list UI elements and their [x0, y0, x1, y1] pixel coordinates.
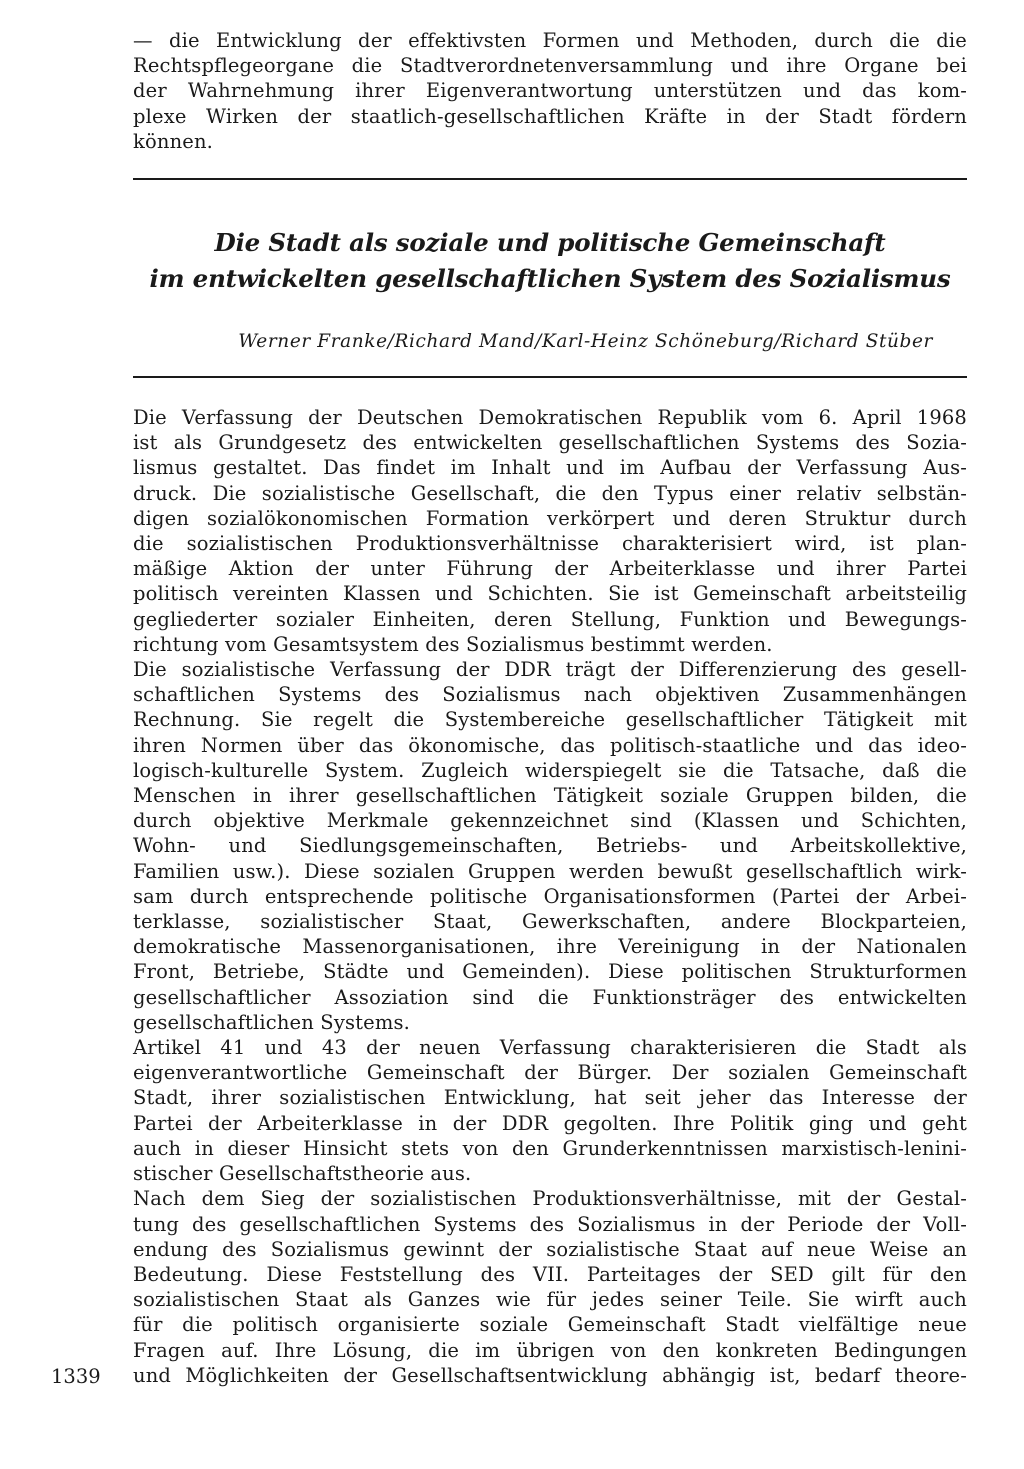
body-line: Rechnung. Sie regelt die Systembereiche gesellschaftlicher Tätigkeit mit: [133, 708, 967, 732]
intro-line: der Wahrnehmung ihrer Eigenverantwortung unterstützen und das kom-: [133, 79, 967, 103]
body-line: richtung vom Gesamtsystem des Sozialismus bestimmt werden.: [133, 632, 773, 656]
body-line: Die Verfassung der Deutschen Demokratischen Republik vom 6. April 1968: [133, 406, 967, 429]
body-line: für die politisch organisierte soziale Gemeinschaft Stadt vielfältige neue: [133, 1313, 967, 1337]
article-body: [133, 405, 967, 1388]
body-line: Bedeutung. Diese Feststellung des VII. Parteitages der SED gilt für den: [133, 1262, 967, 1286]
body-line: durch objektive Merkmale gekennzeichnet sind (Klassen und Schichten,: [133, 809, 967, 833]
intro-text-block: [133, 28, 967, 154]
intro-line: — die Entwicklung der effektivsten Formen und Methoden, durch die die: [133, 29, 967, 52]
body-line: druck. Die sozialistische Gesellschaft, die den Typus einer relativ selbstän-: [133, 481, 967, 505]
body-line: gesellschaftlichen Systems.: [133, 1010, 410, 1034]
body-line: Nach dem Sieg der sozialistischen Produktionsverhältnisse, mit der Gestal-: [133, 1187, 967, 1211]
body-line: demokratische Massenorganisationen, ihre Vereinigung in der Nationalen: [133, 935, 967, 959]
intro-line: plexe Wirken der staatlich-gesellschaftlichen Kräfte in der Stadt fördern: [133, 104, 967, 128]
body-line: lismus gestaltet. Das findet im Inhalt und im Aufbau der Verfassung Aus-: [133, 456, 967, 480]
body-line: Artikel 41 und 43 der neuen Verfassung charakterisieren die Stadt als: [133, 1036, 967, 1060]
body-line: endung des Sozialismus gewinnt der sozialistische Staat auf neue Weise an: [133, 1237, 967, 1261]
body-line: Front, Betriebe, Städte und Gemeinden). Diese politischen Strukturformen: [133, 960, 967, 984]
body-line: ihren Normen über das ökonomische, das politisch-staatliche und das ideo-: [133, 733, 967, 757]
article-authors: Werner Franke/Richard Mand/Karl-Heinz Schöneburg/Richard Stüber: [238, 331, 933, 352]
body-line: Wohn- und Siedlungsgemeinschaften, Betriebs- und Arbeitskollektive,: [133, 834, 967, 858]
body-line: gesellschaftlicher Assoziation sind die Funktionsträger des entwickelten: [133, 985, 967, 1009]
body-line: Fragen auf. Ihre Lösung, die im übrigen von den konkreten Bedingungen: [133, 1338, 967, 1362]
body-line: schaftlichen Systems des Sozialismus nach objektiven Zusammenhängen: [133, 683, 967, 707]
body-line: politisch vereinten Klassen und Schichten. Sie ist Gemeinschaft arbeitsteilig: [133, 582, 967, 606]
body-line: Stadt, ihrer sozialistischen Entwicklung, hat seit jeher das Interesse der: [133, 1086, 967, 1110]
top-divider-rule: [133, 178, 967, 180]
body-line: terklasse, sozialistischer Staat, Gewerkschaften, andere Blockparteien,: [133, 910, 967, 934]
body-line: gegliederter sozialer Einheiten, deren Stellung, Funktion und Bewegungs-: [133, 607, 967, 631]
body-line: auch in dieser Hinsicht stets von den Grunderkenntnissen marxistisch-lenini-: [133, 1136, 967, 1160]
body-line: stischer Gesellschaftstheorie aus.: [133, 1162, 472, 1186]
title-line: Die Stadt als soziale und politische Gemeinschaft: [214, 228, 886, 257]
body-line: tung des gesellschaftlichen Systems des Sozialismus in der Periode der Voll-: [133, 1212, 967, 1236]
body-line: eigenverantwortliche Gemeinschaft der Bürger. Der sozialen Gemeinschaft: [133, 1061, 967, 1085]
page-number: 1339: [51, 1365, 101, 1388]
body-line: ist als Grundgesetz des entwickelten gesellschaftlichen Systems des Sozia-: [133, 431, 967, 455]
body-line: Familien usw.). Diese sozialen Gruppen werden bewußt gesellschaftlich wirk-: [133, 859, 967, 883]
intro-line: können.: [133, 129, 214, 153]
body-line: die sozialistischen Produktionsverhältnisse charakterisiert wird, ist plan-: [133, 532, 967, 556]
body-line: sam durch entsprechende politische Organisationsformen (Partei der Arbei-: [133, 884, 967, 908]
body-line: Partei der Arbeiterklasse in der DDR gegolten. Ihre Politik ging und geht: [133, 1111, 967, 1135]
body-line: Die sozialistische Verfassung der DDR trägt der Differenzierung des gesell-: [133, 658, 967, 682]
body-line: logisch-kulturelle System. Zugleich widerspiegelt sie die Tatsache, daß die: [133, 758, 967, 782]
body-line: und Möglichkeiten der Gesellschaftsentwicklung abhängig ist, bedarf theore-: [133, 1363, 967, 1387]
bottom-divider-rule: [133, 376, 967, 378]
title-line: im entwickelten gesellschaftlichen System des Sozialismus: [149, 264, 951, 293]
body-line: digen sozialökonomischen Formation verkörpert und deren Struktur durch: [133, 506, 967, 530]
intro-line: Rechtspflegeorgane die Stadtverordnetenversammlung und ihre Organe bei: [133, 54, 967, 78]
article-title: [133, 225, 967, 297]
body-line: sozialistischen Staat als Ganzes wie für jedes seiner Teile. Sie wirft auch: [133, 1288, 967, 1312]
body-line: Menschen in ihrer gesellschaftlichen Tätigkeit soziale Gruppen bilden, die: [133, 784, 967, 808]
body-line: mäßige Aktion der unter Führung der Arbeiterklasse und ihrer Partei: [133, 557, 967, 581]
